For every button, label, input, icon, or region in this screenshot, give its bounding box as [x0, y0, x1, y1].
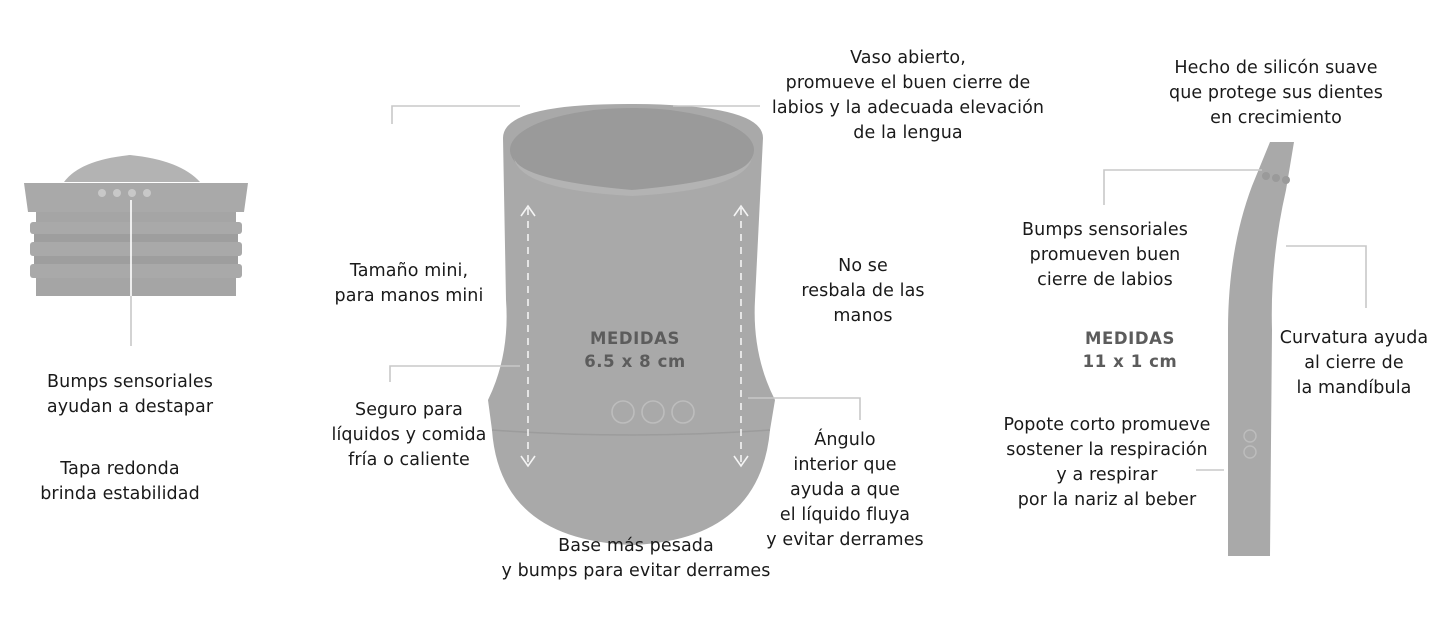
- cup-open-label: Vaso abierto, promueve el buen cierre de labios y la adecuada elevación de la lengua: [771, 48, 1045, 143]
- lid-illustration: [24, 155, 248, 296]
- cup-safe-label: Seguro para líquidos y comida fría o caliente: [331, 400, 487, 470]
- straw-silicone-label: Hecho de silicón suave que protege sus dientes en crecimiento: [1169, 58, 1383, 128]
- cup-open-leader-left: [392, 106, 520, 124]
- cup-measures-value: 6.5 x 8 cm: [584, 352, 686, 371]
- straw-measures-title: MEDIDAS: [1084, 329, 1176, 348]
- straw-curve-label: Curvatura ayuda al cierre de la mandíbula: [1279, 328, 1429, 398]
- lid-base-label: Tapa redonda brinda estabilidad: [40, 459, 200, 504]
- cup-size-label: Tamaño mini, para manos mini: [334, 261, 484, 306]
- cup-noslip-label: No se resbala de las manos: [801, 256, 925, 326]
- straw-curve-leader: [1286, 246, 1366, 308]
- cup-measures-title: MEDIDAS: [589, 329, 681, 348]
- straw-bumps-leader: [1104, 170, 1262, 205]
- lid-bumps-label: Bumps sensoriales ayudan a destapar: [46, 372, 214, 417]
- cup-illustration: [488, 104, 775, 545]
- straw-measures-value: 11 x 1 cm: [1082, 352, 1178, 371]
- straw-short-label: Popote corto promueve sostener la respiración y a respirar por la nariz al beber: [1003, 415, 1211, 510]
- straw-bumps-label: Bumps sensoriales promueven buen cierre de labios: [1022, 220, 1188, 290]
- cup-angle-label: Ángulo interior que ayuda a que el líquido fluya y evitar derrames: [766, 430, 924, 550]
- cup-base-label: Base más pesada y bumps para evitar derrames: [501, 536, 771, 581]
